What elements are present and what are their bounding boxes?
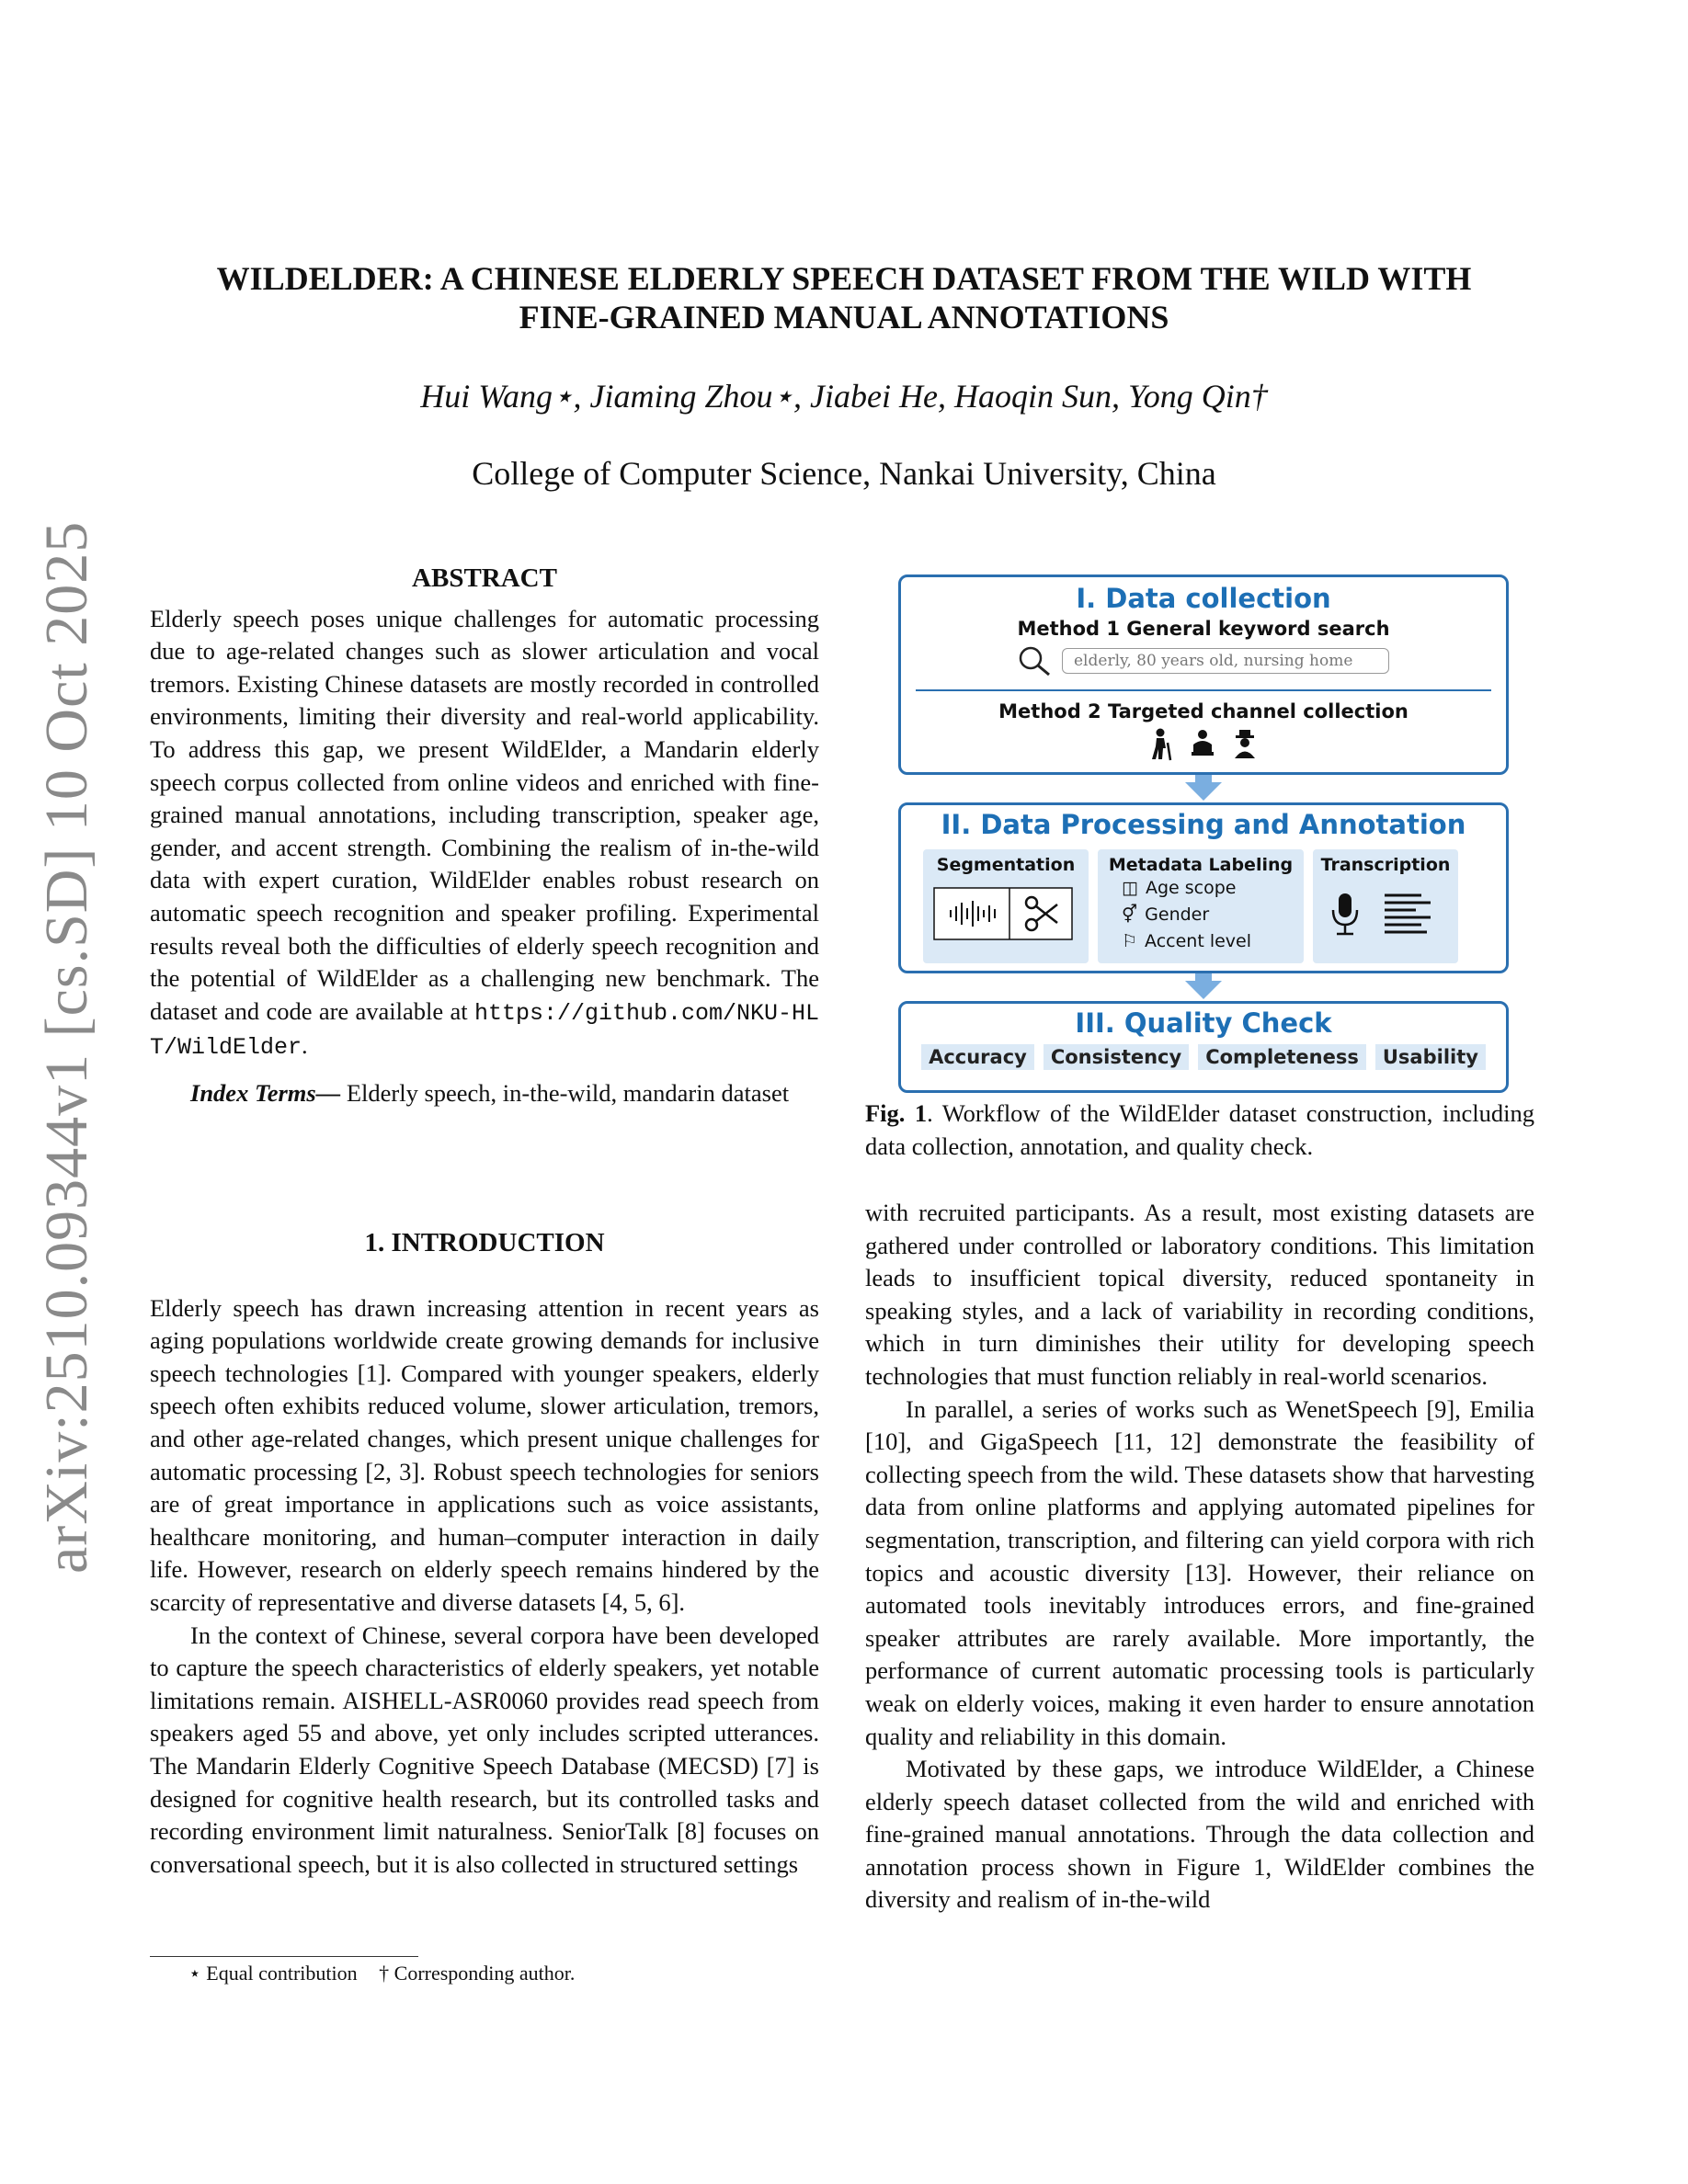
intro-heading: 1. INTRODUCTION [364, 1228, 605, 1257]
meta-gender-label: Gender [1145, 904, 1210, 925]
search-input: elderly, 80 years old, nursing home [1062, 648, 1389, 674]
qc-consistency: Consistency [1044, 1044, 1189, 1070]
gender-icon: ⚥ [1122, 904, 1138, 925]
footnote-rule [150, 1956, 418, 1957]
transcription-panel [1313, 849, 1458, 963]
abstract-heading: ABSTRACT [412, 563, 557, 593]
title-line-1: WILDELDER: A CHINESE ELDERLY SPEECH DATASET FROM THE WILD WITH [216, 260, 1472, 297]
data-collection-title: I. Data collection [1076, 583, 1331, 614]
meta-age-label: Age scope [1145, 878, 1237, 898]
index-terms [150, 1077, 819, 1110]
processing-title: II. Data Processing and Annotation [941, 809, 1466, 840]
method1-label: Method 1 General keyword search [1017, 618, 1390, 640]
keyword-search [901, 645, 1506, 677]
abstract-section [150, 563, 819, 1110]
processing-box [898, 802, 1509, 973]
paper-title [165, 259, 1523, 336]
waveform-scissors-icon [930, 881, 1078, 947]
qc-accuracy: Accuracy [921, 1044, 1034, 1070]
elderly-people-icons [901, 728, 1506, 761]
intro-paragraph-4: In parallel, a series of works such as WenetSpeech [9], Emilia [10], and GigaSpeech [11, 12] demonstrate the feasibility of collecting speech from the wild. These datasets show that harvesting data from online platforms and applying automated pipelines for segmentation, transcription, and filtering can yield corpora with rich topics and acoustic diversity [13]. However, their reliance on automated tools inevitably introduces errors, and fine-grained speaker attributes are rarely available. More importantly, the performance of current automatic processing tools is particularly weak on elderly voices, making it even harder to ensure annotation quality and reliability in this domain. [865, 1394, 1534, 1750]
intro-paragraph-1: Elderly speech has drawn increasing attention in recent years as aging populations worldwide create growing demands for inclusive speech technologies [1]. Compared with younger speakers, elderly speech often exhibits reduced volume, slower articulation, tremors, and other age-related changes, which present unique challenges for automatic processing [2, 3]. Robust speech technologies for seniors are of great importance in applications such as voice assistants, healthcare monitoring, and human–computer interaction in daily life. However, research on elderly speech remains hindered by the scarcity of representative and diverse datasets [4, 5, 6]. [150, 1293, 819, 1616]
data-collection-box [898, 574, 1509, 775]
elderly-hat-icon [1230, 728, 1260, 761]
right-column-text [865, 1197, 1534, 1917]
method2-label: Method 2 Targeted channel collection [998, 700, 1409, 722]
arrow-down-2 [1185, 981, 1222, 999]
intro-paragraph-3: with recruited participants. As a result, most existing datasets are gathered under controlled or laboratory conditions. This limitation leads to insufficient topical diversity, reduced spontaneity in speaking styles, and a lack of variability in recording conditions, which in turn diminishes their utility for developing speech technologies that must function reliably in real-world scenarios. [865, 1199, 1534, 1390]
quality-criteria [901, 1044, 1506, 1070]
author-list: Hui Wang⋆, Jiaming Zhou⋆, Jiabei He, Haoqin Sun, Yong Qin† [420, 378, 1268, 415]
search-icon [1018, 645, 1053, 677]
abstract-end: . [302, 1031, 308, 1060]
intro-paragraph-5: Motivated by these gaps, we introduce WildElder, a Chinese elderly speech dataset collected from the wild and enriched with fine-grained manual annotations. Through the data collection and annotation process shown in Figure 1, WildElder combines the diversity and realism of in-the-wild [865, 1755, 1534, 1914]
arrow-stem-1 [1195, 775, 1212, 782]
cake-icon: ◫ [1122, 878, 1138, 898]
abstract-body: Elderly speech poses unique challenges for automatic processing due to age-related changes such as slower articulation and vocal tremors. Existing Chinese datasets are mostly recorded in controlled environments, limiting their diversity and real-world applicability. To address this gap, we present WildElder, a Mandarin elderly speech corpus collected from online videos and enriched with fine-grained manual annotations, including transcription, speaker age, gender, and accent strength. Combining the realism of in-the-wild data with expert curation, WildElder enables robust research on automatic speech recognition and speaker profiling. Experimental results reveal both the difficulties of elderly speech recognition and the potential of WildElder as a challenging new benchmark. The dataset and code are available at [150, 604, 819, 1025]
quality-check-title: III. Quality Check [1075, 1007, 1332, 1039]
dataset-url-link[interactable]: https://github.com/NKU-HLT/WildElder [150, 999, 819, 1062]
qc-usability: Usability [1375, 1044, 1486, 1070]
microphone-text-icon [1320, 881, 1449, 945]
footnote [188, 1962, 591, 1985]
figure-caption [865, 1097, 1534, 1163]
qc-completeness: Completeness [1198, 1044, 1366, 1070]
elderly-walking-icon [1147, 728, 1175, 761]
flag-icon: ⚐ [1122, 931, 1138, 951]
metadata-panel [1098, 849, 1304, 963]
meta-accent [1122, 928, 1296, 955]
caption-text: . Workflow of the WildElder dataset construction, including data collection, annotation, and quality check. [865, 1099, 1534, 1160]
footnote-corresponding: † Corresponding author. [379, 1962, 576, 1985]
affiliation: College of Computer Science, Nankai University, China [472, 455, 1216, 492]
meta-gender [1122, 902, 1296, 928]
intro-paragraph-2: In the context of Chinese, several corpora have been developed to capture the speech characteristics of elderly speakers, yet notable limitations remain. AISHELL-ASR0060 provides read speech from speakers aged 55 and above, yet only includes scripted utterances. The Mandarin Elderly Cognitive Speech Database (MECSD) [7] is designed for cognitive health research, but its controlled tasks and recording environment limit naturalness. SeniorTalk [8] focuses on conversational speech, but it is also collected in structured settings [150, 1621, 819, 1878]
caption-label: Fig. 1 [865, 1099, 928, 1127]
arrow-down-1 [1185, 782, 1222, 801]
transcription-title: Transcription [1320, 855, 1451, 875]
footnote-equal: ⋆ Equal contribution [188, 1962, 358, 1985]
arxiv-identifier: arXiv:2510.09344v1 [cs.SD] 10 Oct 2025 [33, 520, 100, 1574]
method-divider [916, 689, 1491, 691]
meta-age [1122, 875, 1296, 902]
metadata-title: Metadata Labeling [1108, 855, 1294, 875]
index-terms-label: Index Terms— [190, 1078, 341, 1107]
introduction-section [150, 1227, 819, 1881]
segmentation-panel [923, 849, 1089, 963]
meta-accent-label: Accent level [1145, 931, 1252, 951]
abstract-text [150, 603, 819, 1064]
segmentation-title: Segmentation [936, 855, 1076, 875]
elderly-seated-icon [1188, 728, 1217, 761]
figure-workflow [898, 574, 1509, 1093]
arrow-stem-2 [1195, 973, 1212, 981]
title-line-2: FINE-GRAINED MANUAL ANNOTATIONS [519, 299, 1169, 336]
index-terms-text: Elderly speech, in-the-wild, mandarin dataset [340, 1078, 790, 1107]
processing-steps [901, 849, 1506, 963]
quality-check-box [898, 1001, 1509, 1093]
